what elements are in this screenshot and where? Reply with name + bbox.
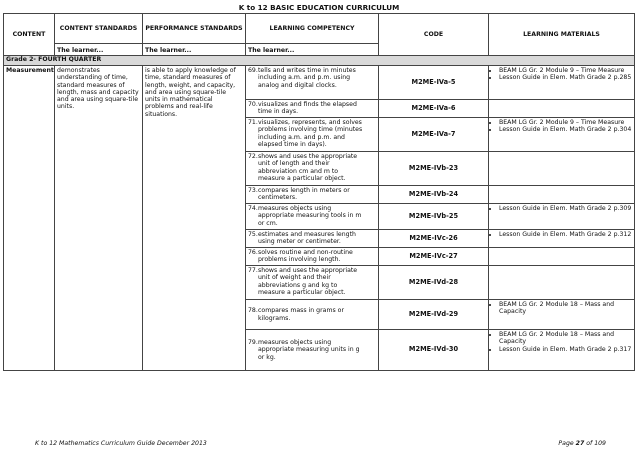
code-cell: M2ME-IVb-24 <box>379 186 489 204</box>
page-title: K to 12 BASIC EDUCATION CURRICULUM <box>238 3 400 12</box>
page-total: 109 <box>594 440 606 447</box>
competency-text: compares mass in grams or kilograms. <box>258 307 344 322</box>
competency-number: 77. <box>248 267 258 274</box>
competency-text: compares length in meters or centimeters. <box>258 187 350 202</box>
competency-number: 70. <box>248 101 258 108</box>
competency-number: 79. <box>248 339 258 347</box>
competency-cell <box>246 330 379 371</box>
material-item: • BEAM LG Gr. 2 Module 18 – Mass and Capacity <box>499 301 632 316</box>
material-item: • BEAM LG Gr. 2 Module 9 – Time Measure <box>499 119 632 126</box>
header-row <box>4 14 635 44</box>
competency-number: 76. <box>248 249 258 256</box>
competency-number: 75. <box>248 231 258 238</box>
code-cell: M2ME-IVa-5 <box>379 66 489 100</box>
table-row <box>4 66 635 100</box>
curriculum-table <box>3 13 635 371</box>
code-cell: M2ME-IVc-27 <box>379 248 489 266</box>
page-number <box>558 440 606 447</box>
competency-text: measures objects using appropriate measuring units in g or kg. <box>258 339 360 361</box>
page-of-label: of <box>586 440 593 447</box>
header-learning-materials: LEARNING MATERIALS <box>489 14 635 56</box>
code-cell: M2ME-IVd-28 <box>379 266 489 300</box>
competency-cell <box>246 100 379 118</box>
competency-number: 74. <box>248 205 258 212</box>
competency-cell <box>246 230 379 248</box>
materials-cell <box>489 230 635 248</box>
grade-label: Grade 2- FOURTH QUARTER <box>4 56 635 66</box>
learner-label-lc: The learner... <box>246 44 379 56</box>
competency-text: visualizes and finds the elapsed time in days. <box>258 101 357 116</box>
competency-cell <box>246 204 379 230</box>
materials-cell <box>489 186 635 204</box>
competency-text: tells and writes time in minutes including a.m. and p.m. using analog and digital clocks. <box>258 67 356 89</box>
code-cell: M2ME-IVd-29 <box>379 300 489 330</box>
competency-text: visualizes, represents, and solves problems involving time (minutes including a.m. and p.m. and elapsed time in days). <box>258 119 363 148</box>
competency-text: solves routine and non-routine problems involving length. <box>258 249 353 264</box>
material-item: • Lesson Guide in Elem. Math Grade 2 p.285 <box>499 74 632 81</box>
competency-number: 71. <box>248 119 258 126</box>
competency-number: 69. <box>248 67 258 74</box>
materials-cell <box>489 266 635 300</box>
competency-cell <box>246 152 379 186</box>
competency-cell <box>246 186 379 204</box>
competency-number: 72. <box>248 153 258 160</box>
competency-number: 73. <box>248 187 258 194</box>
materials-cell <box>489 118 635 152</box>
header-content-standards: CONTENT STANDARDS <box>55 14 143 44</box>
content-cell: Measurement <box>4 66 55 371</box>
competency-text: shows and uses the appropriate unit of length and their abbreviation cm and m to measure a particular object. <box>258 153 358 182</box>
competency-text: shows and uses the appropriate unit of weight and their abbreviations g and kg to measure a particular object. <box>258 267 358 296</box>
materials-cell <box>489 330 635 371</box>
materials-cell <box>489 300 635 330</box>
header-content: CONTENT <box>4 14 55 56</box>
performance-standard-cell: is able to apply knowledge of time, standard measures of length, weight, and capacity, and area using square-tile units in mathematical problems and real-life situations. <box>143 66 246 371</box>
header-performance-standards: PERFORMANCE STANDARDS <box>143 14 246 44</box>
code-cell: M2ME-IVb-23 <box>379 152 489 186</box>
competency-number: 78. <box>248 307 258 315</box>
competency-cell <box>246 118 379 152</box>
code-cell: M2ME-IVa-7 <box>379 118 489 152</box>
competency-cell <box>246 248 379 266</box>
materials-cell <box>489 204 635 230</box>
page-label: Page <box>558 440 574 447</box>
material-item: • BEAM LG Gr. 2 Module 18 – Mass and Capacity <box>499 331 632 346</box>
code-cell: M2ME-IVd-30 <box>379 330 489 371</box>
material-item: • Lesson Guide in Elem. Math Grade 2 p.317 <box>499 346 632 353</box>
material-item: • BEAM LG Gr. 2 Module 9 – Time Measure <box>499 67 632 74</box>
code-cell: M2ME-IVc-26 <box>379 230 489 248</box>
competency-text: measures objects using appropriate measuring tools in m or cm. <box>258 205 362 227</box>
material-item: • Lesson Guide in Elem. Math Grade 2 p.312 <box>499 231 632 238</box>
content-standard-cell: demonstrates understanding of time, standard measures of length, mass and capacity and area using square-tile units. <box>55 66 143 371</box>
header-code: CODE <box>379 14 489 56</box>
material-item: • Lesson Guide in Elem. Math Grade 2 p.309 <box>499 205 632 212</box>
code-cell: M2ME-IVb-25 <box>379 204 489 230</box>
competency-cell <box>246 300 379 330</box>
code-cell: M2ME-IVa-6 <box>379 100 489 118</box>
materials-cell <box>489 248 635 266</box>
competency-text: estimates and measures length using meter or centimeter. <box>258 231 356 246</box>
material-item: • Lesson Guide in Elem. Math Grade 2 p.304 <box>499 126 632 133</box>
page-current: 27 <box>575 440 585 447</box>
learner-label-cs: The learner... <box>55 44 143 56</box>
learner-label-ps: The learner... <box>143 44 246 56</box>
grade-row <box>4 56 635 66</box>
materials-cell <box>489 152 635 186</box>
materials-cell <box>489 100 635 118</box>
header-learning-competency: LEARNING COMPETENCY <box>246 14 379 44</box>
competency-cell <box>246 266 379 300</box>
footer-title: K to 12 Mathematics Curriculum Guide December 2013 <box>35 440 207 447</box>
competency-cell <box>246 66 379 100</box>
materials-cell <box>489 66 635 100</box>
